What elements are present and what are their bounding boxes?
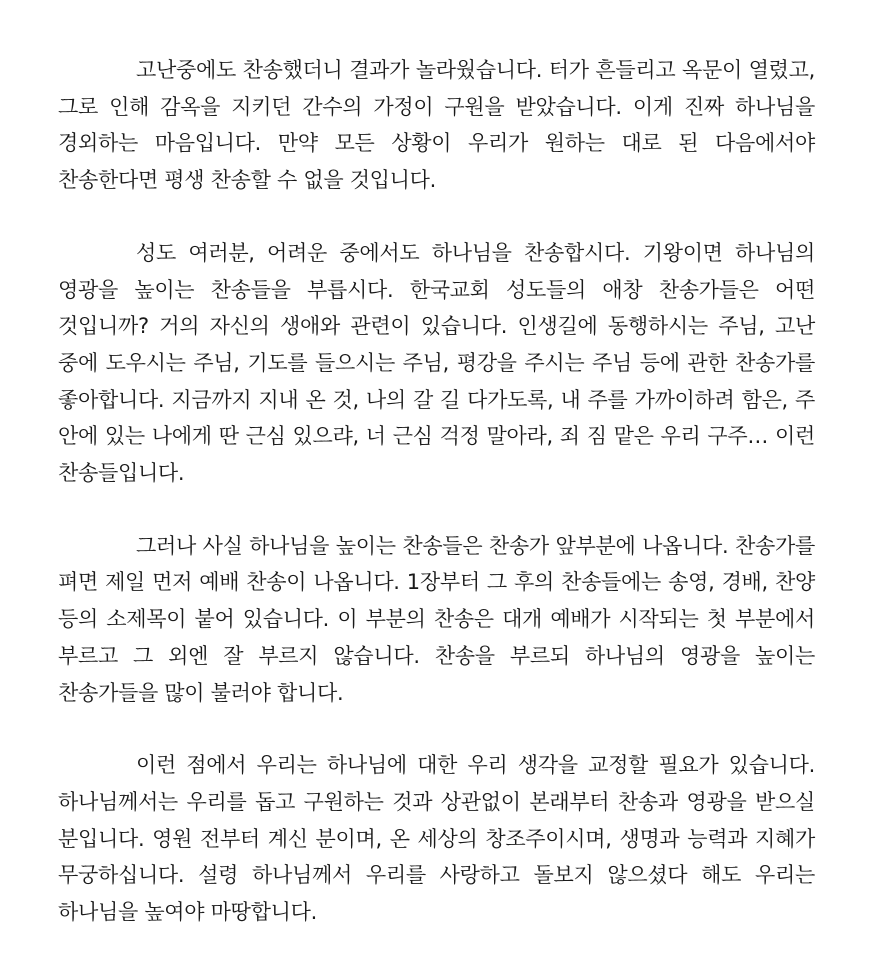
paragraph-4: 이런 점에서 우리는 하나님에 대한 우리 생각을 교정할 필요가 있습니다. 하나님께서는 우리를 돕고 구원하는 것과 상관없이 본래부터 찬송과 영광을 받으실 분입니다. 영원 전부터 계신 분이며, 온 세상의 창조주이시며, 생명과 능력과 지혜가 무궁하십니다. 설령 하나님께서 우리를 사랑하고 돌보지 않으셨다 해도 우리는 하나님을 높여야 마땅합니다. — [58, 753, 815, 925]
paragraph-2: 성도 여러분, 어려운 중에서도 하나님을 찬송합시다. 기왕이면 하나님의 영광을 높이는 찬송들을 부릅시다. 한국교회 성도들의 애창 찬송가들은 어떤 것입니까? 거의 자신의 생애와 관련이 있습니다. 인생길에 동행하시는 주님, 고난 중에 도우시는 주님, 기도를 들으시는 주님, 평강을 주시는 주님 등에 관한 찬송가를 좋아합니다. 지금까지 지내 온 것, 나의 갈 길 다가도록, 내 주를 가까이하려 함은, 주 안에 있는 나에게 딴 근심 있으랴, 너 근심 걱정 말아라, 죄 짐 맡은 우리 구주… 이런 찬송들입니다. — [58, 240, 815, 486]
paragraph-3: 그러나 사실 하나님을 높이는 찬송들은 찬송가 앞부분에 나옵니다. 찬송가를 펴면 제일 먼저 예배 찬송이 나옵니다. 1장부터 그 후의 찬송들에는 송영, 경배, 찬양 등의 소제목이 붙어 있습니다. 이 부분의 찬송은 대개 예배가 시작되는 첫 부분에서 부르고 그 외엔 잘 부르지 않습니다. 찬송을 부르되 하나님의 영광을 높이는 찬송가들을 많이 불러야 합니다. — [58, 533, 815, 705]
paragraph-1: 고난중에도 찬송했더니 결과가 놀라웠습니다. 터가 흔들리고 옥문이 열렸고, 그로 인해 감옥을 지키던 간수의 가정이 구원을 받았습니다. 이게 진짜 하나님을 경외하는 마음입니다. 만약 모든 상황이 우리가 원하는 대로 된 다음에서야 찬송한다면 평생 찬송할 수 없을 것입니다. — [58, 58, 815, 193]
